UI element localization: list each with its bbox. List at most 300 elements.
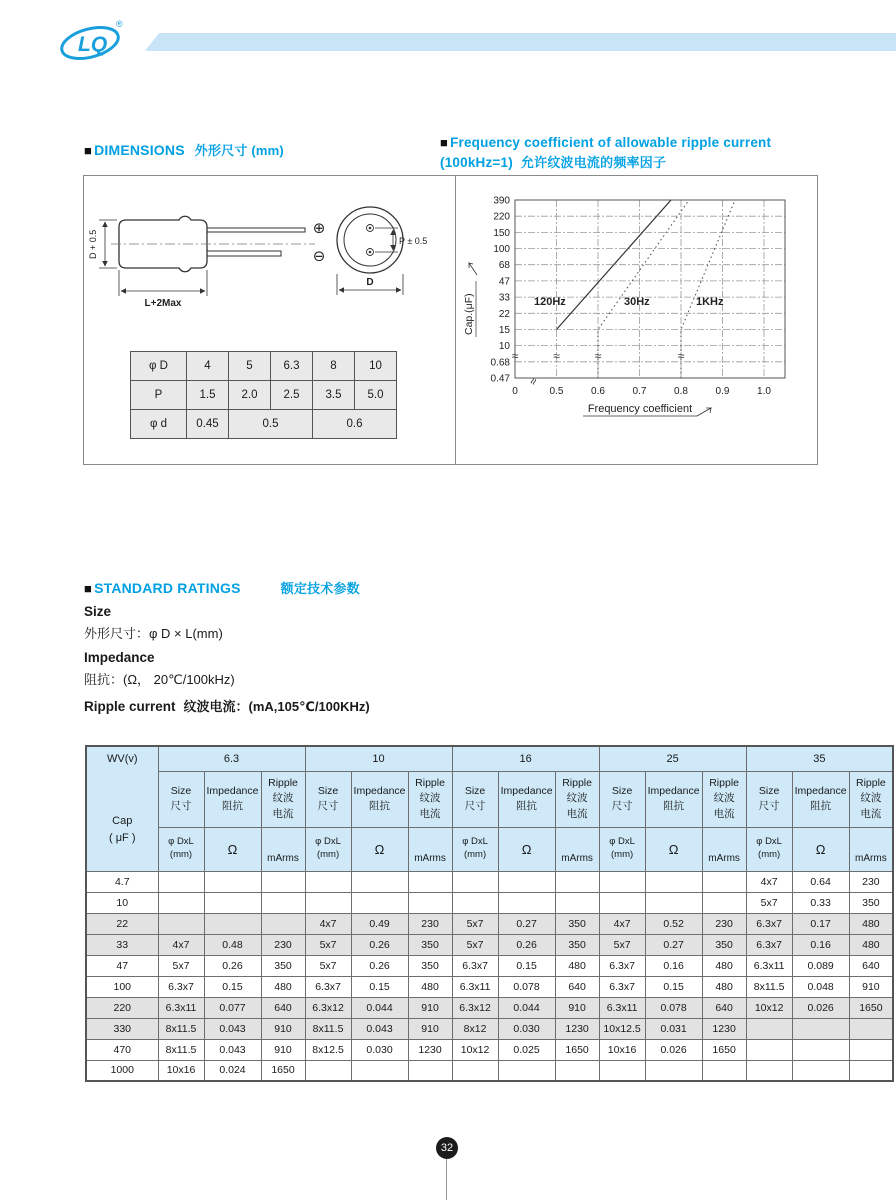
svg-text:220: 220 <box>493 211 510 223</box>
dim-cell: 5 <box>229 352 271 381</box>
header-line: Size <box>464 784 486 797</box>
value-cell: 8x11.5 <box>746 976 792 997</box>
value-cell: 6.3x12 <box>305 997 351 1018</box>
value-cell <box>792 1039 849 1060</box>
header-line: 电流 <box>419 807 441 820</box>
header-row <box>86 746 893 771</box>
value-cell: 0.48 <box>204 934 261 955</box>
value-cell <box>261 892 305 913</box>
svg-text:68: 68 <box>498 260 510 272</box>
header-line: (mm) <box>463 849 487 860</box>
series-label-1khz: 1KHz <box>696 296 724 308</box>
chart-series-lines <box>557 200 736 378</box>
svg-text:0.8: 0.8 <box>674 386 688 397</box>
value-cell: 640 <box>702 997 746 1018</box>
value-cell: 8x11.5 <box>305 1018 351 1039</box>
y-axis-tick-labels <box>491 196 511 385</box>
header-line: φ DxL <box>756 836 782 848</box>
value-cell <box>158 871 204 892</box>
header-line: 电流 <box>272 807 294 820</box>
cap-cell: 4.7 <box>86 871 158 892</box>
ripple-header <box>702 771 746 827</box>
value-cell: 6.3x11 <box>158 997 204 1018</box>
value-cell: 230 <box>849 871 893 892</box>
header-line: Impedance <box>353 784 406 797</box>
svg-text:≈: ≈ <box>594 349 602 363</box>
dim-cell: 8 <box>313 352 355 381</box>
value-cell: 4x7 <box>305 913 351 934</box>
value-cell: 5x7 <box>746 892 792 913</box>
value-cell <box>351 892 408 913</box>
value-cell <box>261 913 305 934</box>
value-cell: 6.3x7 <box>746 934 792 955</box>
dim-cell: 3.5 <box>313 381 355 410</box>
svg-text:10: 10 <box>498 341 510 353</box>
value-cell: 910 <box>849 976 893 997</box>
value-cell <box>452 1060 498 1081</box>
value-cell: 0.043 <box>351 1018 408 1039</box>
value-cell <box>645 871 702 892</box>
value-cell <box>498 871 555 892</box>
table-row <box>86 1018 893 1039</box>
frequency-section-title <box>440 133 890 173</box>
header-line: 阻抗 <box>222 800 243 812</box>
pitch-label: P ± 0.5 <box>399 236 428 246</box>
size-unit-header <box>599 827 645 871</box>
value-cell: 0.26 <box>498 934 555 955</box>
frequency-title-en: Frequency coefficient of allowable ripple current <box>450 135 772 150</box>
value-cell: 230 <box>408 913 452 934</box>
impedance-unit-header: Ω <box>645 827 702 871</box>
value-cell: 1650 <box>555 1039 599 1060</box>
table-row <box>86 892 893 913</box>
value-cell: 0.27 <box>645 934 702 955</box>
value-cell: 480 <box>408 976 452 997</box>
ratings-table-head <box>86 746 893 871</box>
wv-label: WV(v) <box>106 753 138 765</box>
value-cell: 0.16 <box>645 955 702 976</box>
value-cell: 480 <box>702 976 746 997</box>
note-size-cn: 外形尺寸：φ D × L(mm) <box>84 626 223 641</box>
value-cell: 0.044 <box>498 997 555 1018</box>
header-line: φ DxL <box>609 836 635 848</box>
series-label-30hz: 30Hz <box>624 296 650 308</box>
header-line: 尺寸 <box>758 800 780 812</box>
value-cell: 6.3x7 <box>599 955 645 976</box>
header-line: 阻抗 <box>516 800 538 812</box>
footer-divider-line <box>446 1159 447 1200</box>
value-cell: 1230 <box>702 1018 746 1039</box>
note-size-en: Size <box>84 604 112 619</box>
value-cell: 0.077 <box>204 997 261 1018</box>
dim-cell: 2.5 <box>271 381 313 410</box>
header-line: 尺寸 <box>317 800 339 812</box>
value-cell: 350 <box>408 955 452 976</box>
value-cell <box>849 1039 893 1060</box>
value-cell: 350 <box>702 934 746 955</box>
series-line-1khz <box>681 200 735 378</box>
note-ripple <box>84 696 370 715</box>
svg-text:≈: ≈ <box>677 349 685 363</box>
frequency-title2-cn: 允许纹波电流的频率因子 <box>520 154 667 170</box>
dimensions-section-title <box>84 140 284 159</box>
header-line: Size <box>317 784 339 797</box>
size-unit-header <box>746 827 792 871</box>
value-cell <box>792 1060 849 1081</box>
cap-cell: 33 <box>86 934 158 955</box>
value-cell: 640 <box>555 976 599 997</box>
value-cell: 0.026 <box>792 997 849 1018</box>
header-line: φ DxL <box>168 836 194 848</box>
value-cell <box>305 892 351 913</box>
table-row <box>86 934 893 955</box>
header-line: Impedance <box>500 784 553 797</box>
value-cell <box>849 1060 893 1081</box>
cap-label <box>87 813 158 846</box>
value-cell: 910 <box>555 997 599 1018</box>
registered-mark: ® <box>116 19 123 29</box>
ratings-section-title <box>84 578 360 597</box>
value-cell: 350 <box>555 934 599 955</box>
header-line: φ DxL <box>315 836 341 848</box>
header-line: 阻抗 <box>369 800 391 812</box>
y-axis-label: Cap.(μF) <box>463 293 475 335</box>
value-cell <box>702 871 746 892</box>
header-line: Size <box>170 784 192 797</box>
top-banner <box>145 33 896 51</box>
size-header <box>305 771 351 827</box>
table-row <box>131 381 397 410</box>
header-line: Ripple <box>268 777 298 790</box>
value-cell <box>204 871 261 892</box>
header-line: 阻抗 <box>810 800 832 812</box>
dim-cell: 1.5 <box>187 381 229 410</box>
value-cell: 0.15 <box>204 976 261 997</box>
value-cell: 1650 <box>261 1060 305 1081</box>
value-cell <box>645 1060 702 1081</box>
header-line: (mm) <box>316 849 340 860</box>
plus-polarity-icon: ⊕ <box>312 220 326 237</box>
ripple-unit-header: mArms <box>261 827 305 871</box>
header-line: 尺寸 <box>611 800 633 812</box>
header-line: 纹波 <box>419 792 441 805</box>
value-cell: 0.17 <box>792 913 849 934</box>
ripple-header <box>849 771 893 827</box>
brand-logo <box>52 16 136 69</box>
logo-graphic <box>52 16 136 64</box>
value-cell: 5x7 <box>452 934 498 955</box>
value-cell <box>702 892 746 913</box>
value-cell: 230 <box>702 913 746 934</box>
header-row <box>86 827 893 871</box>
value-cell: 0.27 <box>498 913 555 934</box>
value-cell: 0.031 <box>645 1018 702 1039</box>
value-cell: 4x7 <box>746 871 792 892</box>
value-cell: 10x12 <box>452 1039 498 1060</box>
value-cell <box>498 892 555 913</box>
value-cell: 0.26 <box>351 934 408 955</box>
ripple-header <box>408 771 452 827</box>
value-cell: 480 <box>849 913 893 934</box>
note-impedance-en: Impedance <box>84 650 155 665</box>
table-row <box>86 976 893 997</box>
header-line: 电流 <box>566 807 588 820</box>
size-unit-header <box>305 827 351 871</box>
value-cell: 0.089 <box>792 955 849 976</box>
header-line: Size <box>611 784 633 797</box>
value-cell: 5x7 <box>305 955 351 976</box>
voltage-header: 25 <box>599 746 746 771</box>
dimension-table <box>130 351 397 439</box>
value-cell <box>746 1039 792 1060</box>
header-line: 电流 <box>713 807 735 820</box>
value-cell <box>746 1018 792 1039</box>
value-cell <box>452 892 498 913</box>
value-cell: 910 <box>408 997 452 1018</box>
svg-text:22: 22 <box>498 308 510 320</box>
value-cell: 0.15 <box>351 976 408 997</box>
series-label-120hz: 120Hz <box>534 296 566 308</box>
svg-text:100: 100 <box>493 244 510 255</box>
header-line: 纹波 <box>272 792 294 805</box>
size-header <box>599 771 645 827</box>
value-cell: 6.3x7 <box>599 976 645 997</box>
value-cell: 6.3x11 <box>452 976 498 997</box>
voltage-header: 35 <box>746 746 893 771</box>
cap-label-line: Cap <box>112 815 133 827</box>
ripple-header <box>555 771 599 827</box>
value-cell: 0.043 <box>204 1018 261 1039</box>
value-cell <box>599 892 645 913</box>
value-cell: 910 <box>261 1039 305 1060</box>
value-cell: 350 <box>408 934 452 955</box>
value-cell <box>351 871 408 892</box>
disc-diameter-label: D <box>366 277 374 288</box>
value-cell <box>599 1060 645 1081</box>
value-cell: 0.52 <box>645 913 702 934</box>
table-row <box>131 352 397 381</box>
header-line: Ripple <box>709 777 739 790</box>
size-unit-header <box>158 827 204 871</box>
voltage-header: 10 <box>305 746 452 771</box>
value-cell: 350 <box>261 955 305 976</box>
dim-height-label: D + 0.5 <box>88 229 98 259</box>
value-cell: 10x16 <box>158 1060 204 1081</box>
svg-text:0.5: 0.5 <box>549 386 564 397</box>
header-line: 纹波 <box>713 792 735 805</box>
table-row <box>86 1060 893 1081</box>
impedance-header <box>351 771 408 827</box>
logo-text: LQ <box>78 33 108 56</box>
value-cell: 1230 <box>408 1039 452 1060</box>
x-axis-tick-labels <box>512 386 771 397</box>
value-cell: 6.3x11 <box>746 955 792 976</box>
dim-cell: 0.45 <box>187 410 229 439</box>
value-cell: 910 <box>261 1018 305 1039</box>
impedance-header <box>645 771 702 827</box>
dim-cell: 0.5 <box>229 410 313 439</box>
dim-length-label: L+2Max <box>144 298 182 309</box>
header-line: Impedance <box>794 784 847 797</box>
value-cell <box>204 913 261 934</box>
y-axis-arrow-icon <box>469 263 477 275</box>
svg-text:1.0: 1.0 <box>757 386 771 397</box>
ripple-unit-header: mArms <box>702 827 746 871</box>
value-cell: 640 <box>849 955 893 976</box>
value-cell <box>645 892 702 913</box>
value-cell <box>158 892 204 913</box>
value-cell <box>408 1060 452 1081</box>
value-cell <box>555 1060 599 1081</box>
svg-text:0.9: 0.9 <box>715 386 730 397</box>
value-cell: 1230 <box>555 1018 599 1039</box>
dim-cell: 0.6 <box>313 410 397 439</box>
note-ripple-cn: 纹波电流：(mA,105℃/100KHz) <box>183 699 370 714</box>
value-cell: 0.043 <box>204 1039 261 1060</box>
value-cell: 230 <box>261 934 305 955</box>
cap-label-line: ( μF ) <box>109 831 136 844</box>
impedance-unit-header: Ω <box>498 827 555 871</box>
value-cell: 6.3x7 <box>452 955 498 976</box>
ratings-table-body <box>86 871 893 1081</box>
impedance-header <box>498 771 555 827</box>
size-unit-header <box>452 827 498 871</box>
cap-cell: 100 <box>86 976 158 997</box>
value-cell: 5x7 <box>305 934 351 955</box>
svg-text:≈: ≈ <box>511 349 519 363</box>
header-line: (mm) <box>758 849 781 860</box>
svg-text:15: 15 <box>498 325 510 336</box>
value-cell <box>746 1060 792 1081</box>
value-cell: 480 <box>555 955 599 976</box>
value-cell: 0.26 <box>351 955 408 976</box>
voltage-header: 16 <box>452 746 599 771</box>
table-row <box>86 871 893 892</box>
x-axis-arrow-icon <box>697 408 711 416</box>
size-header <box>746 771 792 827</box>
ripple-header <box>261 771 305 827</box>
ratings-title-cn: 额定技术参数 <box>280 581 360 596</box>
x-axis-label: Frequency coefficient <box>587 403 693 415</box>
series-line-30hz <box>598 200 689 378</box>
value-cell: 0.025 <box>498 1039 555 1060</box>
table-row <box>86 1039 893 1060</box>
value-cell: 0.15 <box>645 976 702 997</box>
header-line: Ripple <box>415 777 445 790</box>
value-cell: 1650 <box>849 997 893 1018</box>
value-cell: 0.49 <box>351 913 408 934</box>
capacitor-body <box>111 216 315 272</box>
value-cell <box>408 892 452 913</box>
value-cell: 10x12 <box>746 997 792 1018</box>
dim-row-label: φ D <box>131 352 187 381</box>
svg-text:390: 390 <box>493 195 510 207</box>
header-line: Size <box>758 784 780 797</box>
value-cell: 0.64 <box>792 871 849 892</box>
value-cell: 6.3x11 <box>599 997 645 1018</box>
svg-text:33: 33 <box>498 292 510 304</box>
impedance-unit-header: Ω <box>204 827 261 871</box>
value-cell <box>351 1060 408 1081</box>
dim-cell: 5.0 <box>355 381 397 410</box>
value-cell <box>305 871 351 892</box>
value-cell: 0.16 <box>792 934 849 955</box>
value-cell <box>702 1060 746 1081</box>
value-cell: 0.26 <box>204 955 261 976</box>
value-cell <box>408 871 452 892</box>
value-cell: 4x7 <box>599 913 645 934</box>
value-cell <box>849 1018 893 1039</box>
header-line: 尺寸 <box>464 800 486 812</box>
frequency-title2-en: (100kHz=1) <box>440 154 513 170</box>
ripple-unit-header: mArms <box>849 827 893 871</box>
size-header <box>452 771 498 827</box>
size-header <box>158 771 204 827</box>
header-line: 纹波 <box>566 792 588 805</box>
wv-cap-header-cell <box>86 746 158 871</box>
impedance-unit-header: Ω <box>792 827 849 871</box>
section-bullet-icon: ■ <box>440 135 449 150</box>
header-line: 纹波 <box>860 792 882 805</box>
value-cell <box>498 1060 555 1081</box>
voltage-header: 6.3 <box>158 746 305 771</box>
header-line: φ DxL <box>462 836 488 848</box>
cap-cell: 22 <box>86 913 158 934</box>
frequency-coefficient-chart <box>455 175 818 465</box>
ripple-unit-header: mArms <box>408 827 452 871</box>
value-cell: 1650 <box>702 1039 746 1060</box>
value-cell: 0.078 <box>645 997 702 1018</box>
value-cell: 910 <box>408 1018 452 1039</box>
page-number: 32 <box>440 1142 454 1154</box>
value-cell: 8x11.5 <box>158 1018 204 1039</box>
dim-cell: 4 <box>187 352 229 381</box>
frequency-title-line2 <box>440 153 890 173</box>
value-cell: 10x16 <box>599 1039 645 1060</box>
value-cell <box>555 892 599 913</box>
header-line: Impedance <box>647 784 700 797</box>
cap-cell: 330 <box>86 1018 158 1039</box>
value-cell <box>792 1018 849 1039</box>
table-row <box>86 997 893 1018</box>
header-row <box>86 771 893 827</box>
impedance-unit-header: Ω <box>351 827 408 871</box>
value-cell: 0.024 <box>204 1060 261 1081</box>
dim-cell: 6.3 <box>271 352 313 381</box>
dim-row-label: φ d <box>131 410 187 439</box>
section-bullet-icon: ■ <box>84 143 93 158</box>
header-line: Ripple <box>562 777 592 790</box>
dimensions-title-en: DIMENSIONS <box>94 142 185 158</box>
value-cell: 0.33 <box>792 892 849 913</box>
value-cell <box>452 871 498 892</box>
value-cell: 6.3x7 <box>305 976 351 997</box>
impedance-header <box>204 771 261 827</box>
value-cell: 5x7 <box>158 955 204 976</box>
value-cell: 8x12.5 <box>305 1039 351 1060</box>
svg-text:47: 47 <box>498 276 510 288</box>
value-cell: 0.078 <box>498 976 555 997</box>
value-cell <box>599 871 645 892</box>
ratings-title-en: STANDARD RATINGS <box>94 580 241 596</box>
value-cell: 4x7 <box>158 934 204 955</box>
ratings-table <box>85 745 894 1082</box>
note-ripple-en: Ripple current <box>84 699 176 714</box>
header-line: Impedance <box>206 784 259 797</box>
section-bullet-icon: ■ <box>84 581 93 596</box>
value-cell: 8x11.5 <box>158 1039 204 1060</box>
value-cell <box>261 871 305 892</box>
